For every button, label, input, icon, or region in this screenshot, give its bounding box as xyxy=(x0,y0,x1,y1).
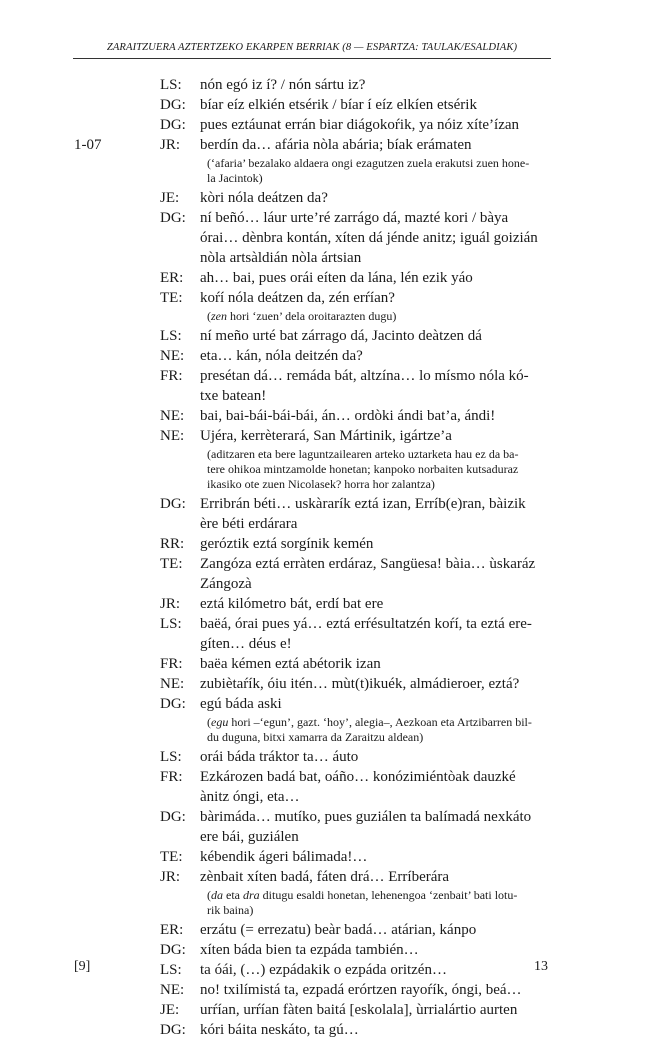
utterance-line: ere bái, guziálen xyxy=(200,829,299,845)
speaker-label: FR: xyxy=(160,368,183,384)
dialogue-entry xyxy=(0,288,645,324)
note-line: (zen hori ‘zuen’ dela oroitarazten dugu) xyxy=(207,309,397,323)
speaker-label: DG: xyxy=(160,97,186,113)
utterance-line: ní meño urté bat zárrago dá, Jacinto deàtzen dá xyxy=(200,328,482,344)
speaker-label: LS: xyxy=(160,77,182,93)
dialogue-entry xyxy=(0,366,645,406)
utterance-line: Zángozà xyxy=(200,576,252,592)
utterance-line: koŕí nóla deátzen da, zén erŕían? xyxy=(200,290,395,306)
utterance-line: ah… bai, pues orái eíten da lána, lén ezik yáo xyxy=(200,270,473,286)
utterance-line: baëa kémen eztá abétorik izan xyxy=(200,656,381,672)
speaker-label: LS: xyxy=(160,328,182,344)
dialogue-entry xyxy=(0,115,645,135)
speaker-label: DG: xyxy=(160,496,186,512)
editorial-note xyxy=(207,156,550,186)
utterance-line: orái báda tráktor ta… áuto xyxy=(200,749,359,765)
dialogue-entry xyxy=(0,654,645,674)
dialogue-entry xyxy=(0,594,645,614)
dialogue-entry xyxy=(0,940,645,960)
speaker-label: DG: xyxy=(160,942,186,958)
utterance-line: presétan dá… remáda bát, altzína… lo mísmo nóla kó- xyxy=(200,368,529,384)
speaker-label: NE: xyxy=(160,428,185,444)
dialogue-entry xyxy=(0,534,645,554)
note-line: (‘afaria’ bezalako aldaera ongi ezagutzen zuela erakutsi zuen hone- xyxy=(207,156,530,170)
speaker-label: NE: xyxy=(160,408,185,424)
utterance-line: bíar eíz elkién etsérik / bíar í eíz elkíen etsérik xyxy=(200,97,477,113)
dialogue-entry xyxy=(0,807,645,847)
note-line: tere ohikoa mintzamolde honetan; kanpoko norbaiten kutsaduraz xyxy=(207,462,519,476)
utterance-line: nón egó iz í? / nón sártu iz? xyxy=(200,77,366,93)
speaker-label: JR: xyxy=(160,596,181,612)
editorial-note xyxy=(207,309,550,324)
dialogue-entry xyxy=(0,326,645,346)
dialogue-entry xyxy=(0,920,645,940)
speaker-label: TE: xyxy=(160,849,183,865)
speaker-label: JR: xyxy=(160,869,181,885)
utterance-line: eta… kán, nóla deitzén da? xyxy=(200,348,363,364)
utterance-line: txe batean! xyxy=(200,388,267,404)
utterance-line: Erribrán béti… uskàrarík eztá izan, Erríb(e)ran, bàizik xyxy=(200,496,526,512)
header-rule xyxy=(73,58,551,59)
utterance-line: zubiètaŕík, óiu itén… mùt(t)ikuék, almádieroer, eztá? xyxy=(200,676,520,692)
utterance-line: kòri nóla deátzen da? xyxy=(200,190,328,206)
dialogue-body xyxy=(0,75,645,1040)
utterance-line: zènbait xíten badá, fáten drá… Erríberára xyxy=(200,869,450,885)
dialogue-entry xyxy=(0,75,645,95)
utterance-line: geróztik eztá sorgínik kemén xyxy=(200,536,374,552)
utterance-line: kébendik ágeri bálimada!… xyxy=(200,849,368,865)
utterance-line: ta óái, (…) ezpádakik o ezpáda oritzén… xyxy=(200,962,447,978)
utterance-line: eztá kilómetro bát, erdí bat ere xyxy=(200,596,384,612)
utterance-line: nòla artsàldián nòla ártsian xyxy=(200,250,362,266)
dialogue-entry xyxy=(0,95,645,115)
speaker-label: LS: xyxy=(160,616,182,632)
dialogue-entry xyxy=(0,767,645,807)
dialogue-entry xyxy=(0,1000,645,1020)
utterance-line: ní beñó… láur urte’ré zarrágo dá, mazté kori / bàya xyxy=(200,210,509,226)
note-line: ikasiko ote zuen Nicolasek? horra hor zalantza) xyxy=(207,477,435,491)
utterance-line: gíten… déus e! xyxy=(200,636,292,652)
speaker-label: NE: xyxy=(160,982,185,998)
speaker-label: DG: xyxy=(160,696,186,712)
utterance-line: Ezkározen badá bat, oáño… konózimiéntòak dauzké xyxy=(200,769,516,785)
utterance-line: órai… dènbra kontán, xíten dá jénde anitz; iguál goizián xyxy=(200,230,538,246)
utterance-line: kóri báita neskáto, ta gú… xyxy=(200,1022,359,1038)
utterance-line: urŕían, urŕían fàten baitá [eskolala], ùrrialártio aurten xyxy=(200,1002,518,1018)
dialogue-entry xyxy=(0,554,645,594)
speaker-label: JE: xyxy=(160,190,180,206)
dialogue-entry xyxy=(0,980,645,1000)
utterance-line: ànitz óngi, eta… xyxy=(200,789,300,805)
speaker-label: NE: xyxy=(160,676,185,692)
dialogue-entry xyxy=(0,1020,645,1040)
dialogue-entry xyxy=(0,960,645,980)
note-line: (da eta dra ditugu esaldi honetan, lehenengoa ‘zenbait’ bati lotu- xyxy=(207,888,518,902)
dialogue-entry xyxy=(0,346,645,366)
editorial-note xyxy=(207,447,550,492)
utterance-line: bàrimáda… mutíko, pues guziálen ta balímadá nexkáto xyxy=(200,809,532,825)
dialogue-entry xyxy=(0,188,645,208)
utterance-line: egú báda aski xyxy=(200,696,282,712)
speaker-label: FR: xyxy=(160,769,183,785)
speaker-label: JR: xyxy=(160,137,181,153)
speaker-label: DG: xyxy=(160,117,186,133)
dialogue-entry xyxy=(0,674,645,694)
utterance-line: Ujéra, kerrèterará, San Mártinik, igártze’a xyxy=(200,428,452,444)
speaker-label: JE: xyxy=(160,1002,180,1018)
dialogue-entry xyxy=(0,747,645,767)
speaker-label: ER: xyxy=(160,270,184,286)
dialogue-entry xyxy=(0,406,645,426)
note-line: rik baina) xyxy=(207,903,254,917)
note-line: (egu hori –‘egun’, gazt. ‘hoy’, alegia–, Aezkoan eta Artzibarren bil- xyxy=(207,715,532,729)
editorial-note xyxy=(207,888,550,918)
note-line: (aditzaren eta bere laguntzailearen arteko uztarketa hau ez da ba- xyxy=(207,447,519,461)
dialogue-entry xyxy=(0,614,645,654)
dialogue-entry xyxy=(0,494,645,534)
speaker-label: DG: xyxy=(160,210,186,226)
dialogue-entry xyxy=(0,426,645,492)
editorial-note xyxy=(207,715,550,745)
speaker-label: RR: xyxy=(160,536,185,552)
speaker-label: FR: xyxy=(160,656,183,672)
speaker-label: ER: xyxy=(160,922,184,938)
utterance-line: pues eztáunat errán biar diágokoŕik, ya nóiz xíte’ízan xyxy=(200,117,520,133)
utterance-line: erzátu (= errezatu) beàr badá… atárian, kánpo xyxy=(200,922,477,938)
dialogue-entry xyxy=(0,268,645,288)
note-line: la Jacintok) xyxy=(207,171,263,185)
utterance-line: no! txilímistá ta, ezpadá erórtzen rayoŕík, óngi, beá… xyxy=(200,982,522,998)
utterance-line: berdín da… afária nòla abária; bíak erámaten xyxy=(200,137,472,153)
utterance-line: bai, bai-bái-bái-bái, án… ordòki ándi bat’a, ándi! xyxy=(200,408,496,424)
speaker-label: LS: xyxy=(160,962,182,978)
speaker-label: LS: xyxy=(160,749,182,765)
running-header: ZARAITZUERA AZTERTZEKO EKARPEN BERRIAK (8 — ESPARTZA: TAULAK/ESALDIAK) xyxy=(106,42,518,53)
dialogue-entry xyxy=(0,135,645,186)
page-folio-left: [9] xyxy=(74,959,91,974)
speaker-label: DG: xyxy=(160,809,186,825)
note-line: du duguna, bitxi xamarra da Zaraitzu aldean) xyxy=(207,730,424,744)
utterance-line: xíten báda bien ta ezpáda también… xyxy=(200,942,419,958)
speaker-label: NE: xyxy=(160,348,185,364)
utterance-line: ère béti erdárara xyxy=(200,516,298,532)
page-number: 13 xyxy=(534,959,548,974)
dialogue-entry xyxy=(0,208,645,268)
speaker-label: TE: xyxy=(160,556,183,572)
reference-number: 1-07 xyxy=(74,137,102,153)
speaker-label: DG: xyxy=(160,1022,186,1038)
utterance-line: baëá, órai pues yá… eztá erŕésultatzén koŕí, ta eztá ere- xyxy=(200,616,532,632)
utterance-line: Zangóza eztá erràten erdáraz, Sangüesa! bàia… ùskaráz xyxy=(200,556,536,572)
speaker-label: TE: xyxy=(160,290,183,306)
dialogue-entry xyxy=(0,867,645,918)
dialogue-entry xyxy=(0,847,645,867)
dialogue-entry xyxy=(0,694,645,745)
